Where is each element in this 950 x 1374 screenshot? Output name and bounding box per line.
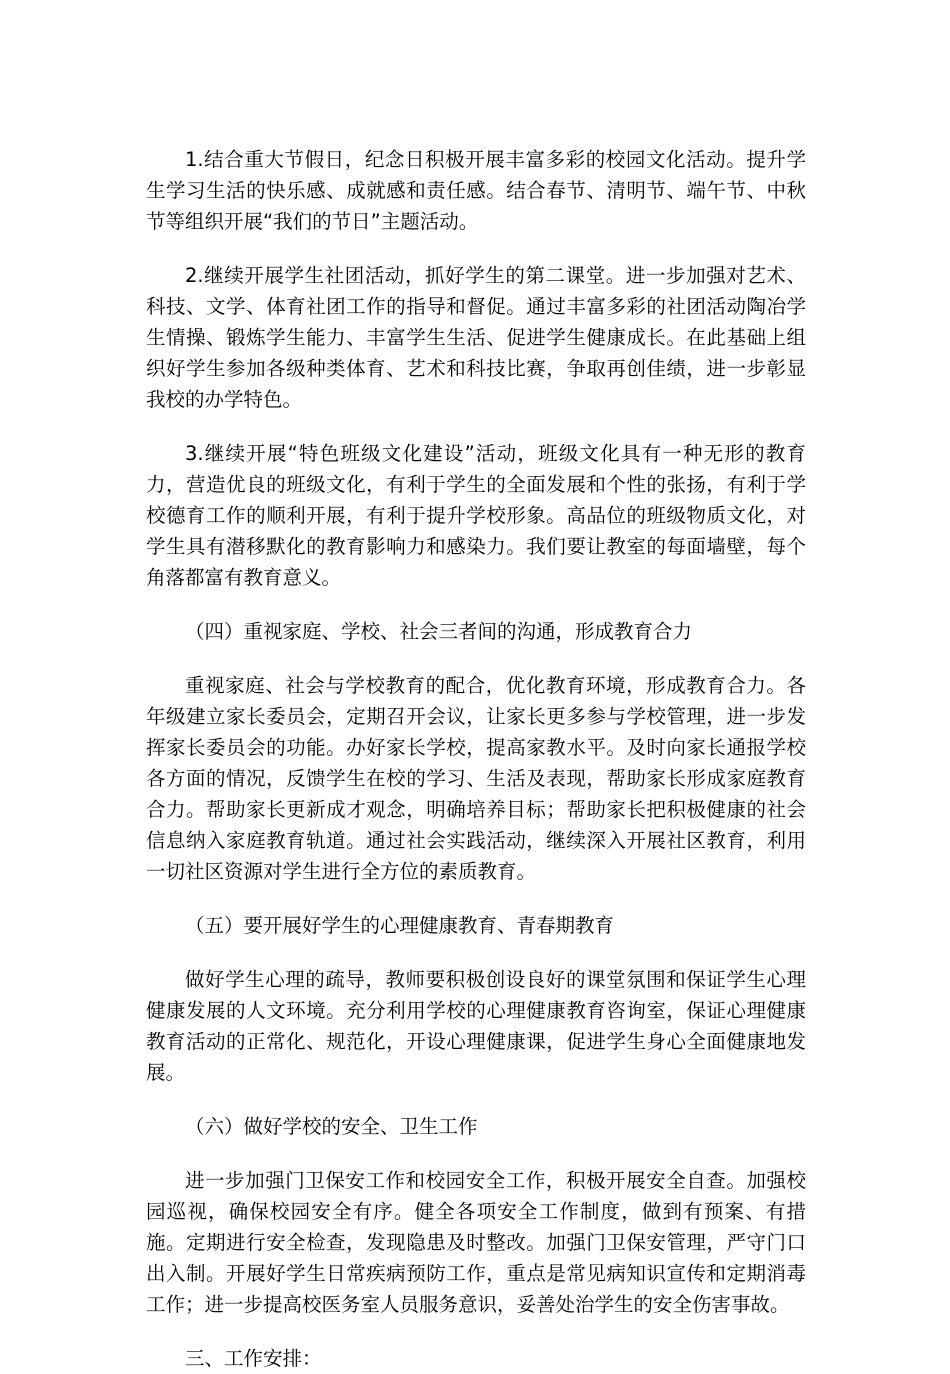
section-heading-5: （五）要开展好学生的心理健康教育、青春期教育: [185, 914, 615, 937]
paragraph-class-culture: 3.继续开展“特色班级文化建设”活动，班级文化具有一种无形的教育力，营造优良的班级文化，有利于学生的全面发展和个性的张扬，有利于学校德育工作的顺利开展，有利于提升学校形象。高品位的班级物质文化，对学生具有潜移默化的教育影响力和感染力。我们要让教室的每面墙壁，每个角落都富有教育意义。: [146, 442, 806, 589]
paragraph-student-clubs: 2.继续开展学生社团活动，抓好学生的第二课堂。进一步加强对艺术、科技、文学、体育社团工作的指导和督促。通过丰富多彩的社团活动陶冶学生情操、锻炼学生能力、丰富学生生活、促进学生健康成长。在此基础上组织好学生参加各级种类体育、艺术和科技比赛，争取再创佳绩，进一步彰显我校的办学特色。: [146, 264, 806, 411]
section-heading-work-arrangement: 三、工作安排：: [185, 1347, 322, 1370]
section-heading-6: （六）做好学校的安全、卫生工作: [185, 1115, 478, 1138]
section-heading-4: （四）重视家庭、学校、社会三者间的沟通，形成教育合力: [185, 620, 693, 643]
paragraph-festival-activities: 1.结合重大节假日，纪念日积极开展丰富多彩的校园文化活动。提升学生学习生活的快乐感、成就感和责任感。结合春节、清明节、端午节、中秋节等组织开展“我们的节日”主题活动。: [146, 148, 806, 233]
document-page: [146, 144, 806, 1374]
paragraph-safety-hygiene: 进一步加强门卫保安工作和校园安全工作，积极开展安全自查。加强校园巡视，确保校园安全有序。健全各项安全工作制度，做到有预案、有措施。定期进行安全检查，发现隐患及时整改。加强门卫保安管理，严守门口出入制。开展好学生日常疾病预防工作，重点是常见病知识宣传和定期消毒工作；进一步提高校医务室人员服务意识，妥善处治学生的安全伤害事故。: [146, 1169, 806, 1316]
paragraph-family-school: 重视家庭、社会与学校教育的配合，优化教育环境，形成教育合力。各年级建立家长委员会，定期召开会议，让家长更多参与学校管理，进一步发挥家长委员会的功能。办好家长学校，提高家教水平。及时向家长通报学校各方面的情况，反馈学生在校的学习、生活及表现，帮助家长形成家庭教育合力。帮助家长更新成才观念，明确培养目标；帮助家长把积极健康的社会信息纳入家庭教育轨道。通过社会实践活动，继续深入开展社区教育，利用一切社区资源对学生进行全方位的素质教育。: [146, 674, 806, 883]
paragraph-mental-health: 做好学生心理的疏导，教师要积极创设良好的课堂氛围和保证学生心理健康发展的人文环境。充分利用学校的心理健康教育咨询室，保证心理健康教育活动的正常化、规范化，开设心理健康课，促进学生身心全面健康地发展。: [146, 968, 806, 1084]
